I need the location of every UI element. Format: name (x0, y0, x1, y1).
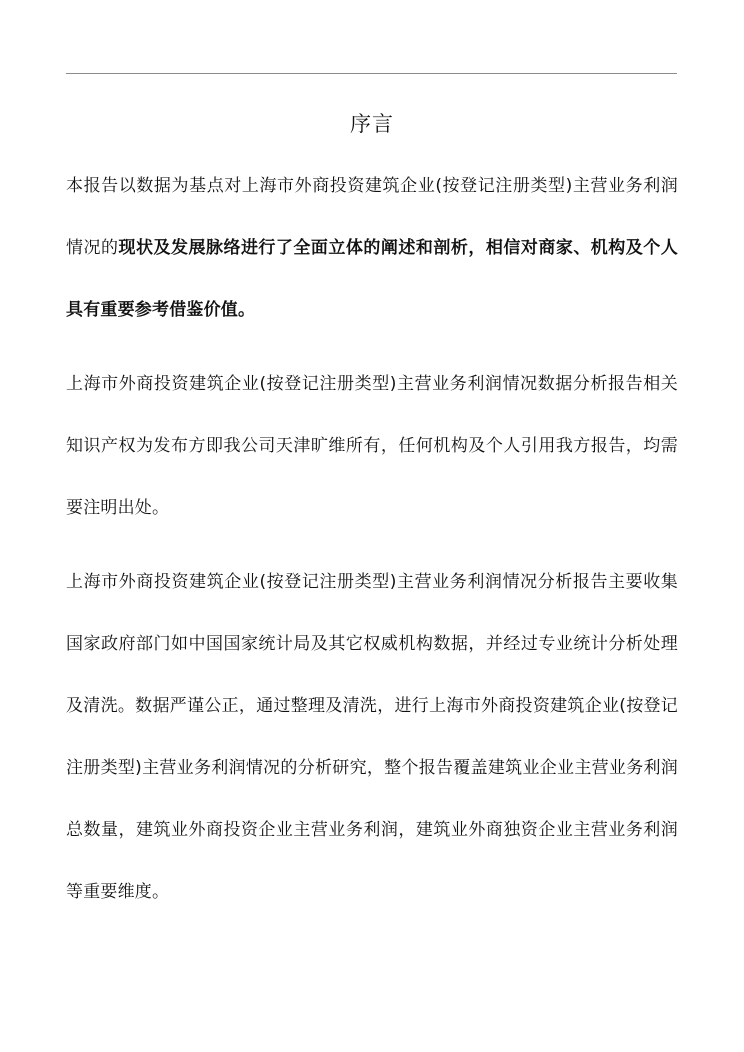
copyright-paragraph: 上海市外商投资建筑企业(按登记注册类型)主营业务利润情况数据分析报告相关知识产权为发布方即我公司天津旷维所有，任何机构及个人引用我方报告，均需要注明出处。 (66, 374, 678, 518)
intro-paragraph (66, 155, 678, 341)
data-source-paragraph: 上海市外商投资建筑企业(按登记注册类型)主营业务利润情况分析报告主要收集国家政府部门如中国国家统计局及其它权威机构数据，并经过专业统计分析处理及清洗。数据严谨公正，通过整理及清洗，进行上海市外商投资建筑企业(按登记注册类型)主营业务利润情况的分析研究，整个报告覆盖建筑业企业主营业务利润总数量，建筑业外商投资企业主营业务利润，建筑业外商独资企业主营业务利润等重要维度。 (66, 572, 678, 902)
header-divider (66, 73, 677, 74)
page-title: 序言 (350, 112, 394, 136)
intro-bold-text: 现状及发展脉络进行了全面立体的阐述和剖析，相信对商家、机构及个人具有重要参考借鉴价值。 (66, 238, 678, 320)
intro-text: 本报告以数据为基点对上海市外商投资建筑企业(按登记注册类型)主营业务利润情况的 (66, 176, 678, 258)
